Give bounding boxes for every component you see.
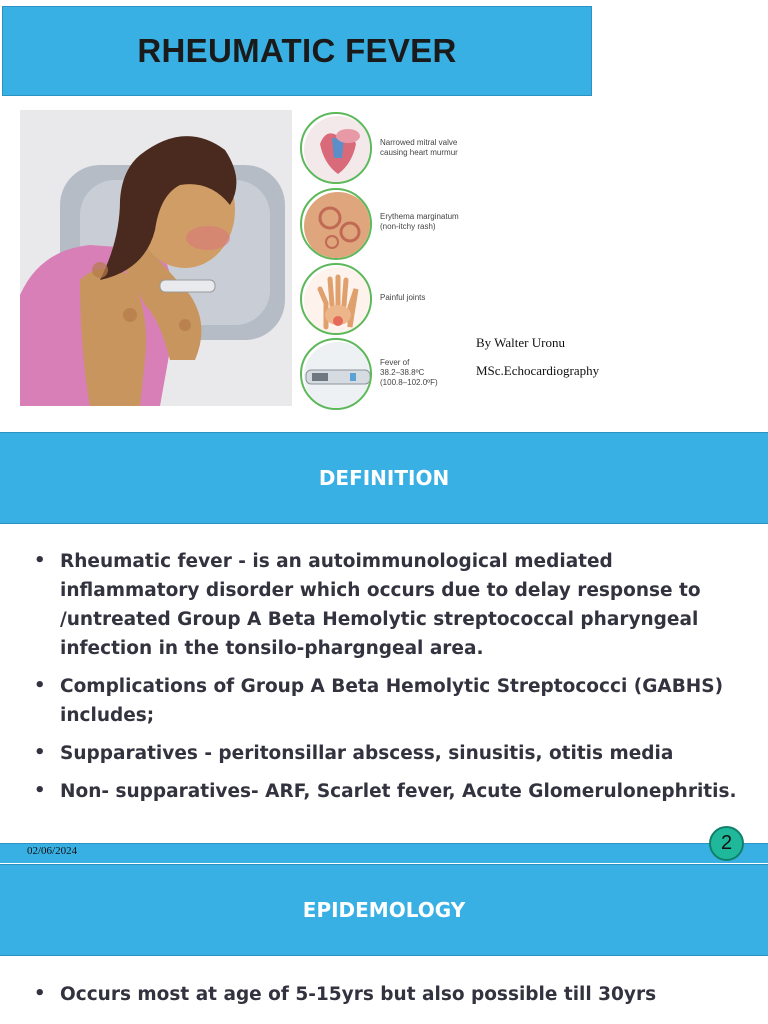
list-item: • Complications of Group A Beta Hemolytic Streptococci (GABHS) includes;: [34, 672, 744, 730]
hand-joints-icon: [300, 263, 372, 335]
symptom-label: Painful joints: [380, 293, 426, 302]
epidemiology-banner: [0, 864, 768, 956]
epidemiology-bullet-list: [34, 980, 744, 1018]
footer-date: 02/06/2024: [27, 845, 78, 857]
rash-skin-icon: [300, 188, 372, 260]
slide-title-banner: [2, 6, 592, 96]
list-item: • Rheumatic fever - is an autoimmunological mediated inflammatory disorder which occurs due to delay response to /untreated Group A Beta Hemolytic streptococcal pharyngeal infection in the tonsilo-phargngeal area.: [34, 547, 744, 663]
list-item: • Occurs most at age of 5-15yrs but also possible till 30yrs: [34, 980, 744, 1009]
list-item: • Non- supparatives- ARF, Scarlet fever, Acute Glomerulonephritis.: [34, 777, 744, 806]
definition-bullet-list: [34, 547, 744, 815]
author-name: By Walter Uronu: [476, 335, 565, 350]
thermometer-icon: [300, 338, 372, 410]
list-item: • Supparatives - peritonsillar abscess, sinusitis, otitis media: [34, 739, 744, 768]
symptom-label: Fever of 38.2–38.8ºC (100.8–102.0ºF): [380, 358, 438, 387]
author-credential: MSc.Echocardiography: [476, 363, 600, 378]
slide-title: RHEUMATIC FEVER: [137, 32, 457, 69]
slide-footer-strip: [0, 843, 768, 863]
definition-heading: DEFINITION: [318, 466, 450, 490]
sick-child-illustration: [20, 110, 292, 406]
heart-valve-icon: [300, 112, 372, 184]
symptom-label: Erythema marginatum (non-itchy rash): [380, 212, 459, 231]
epidemiology-heading: EPIDEMOLOGY: [302, 898, 466, 922]
page-number-badge: 2: [709, 826, 744, 861]
symptom-label: Narrowed mitral valve causing heart murmur: [380, 138, 458, 157]
definition-banner: [0, 432, 768, 524]
